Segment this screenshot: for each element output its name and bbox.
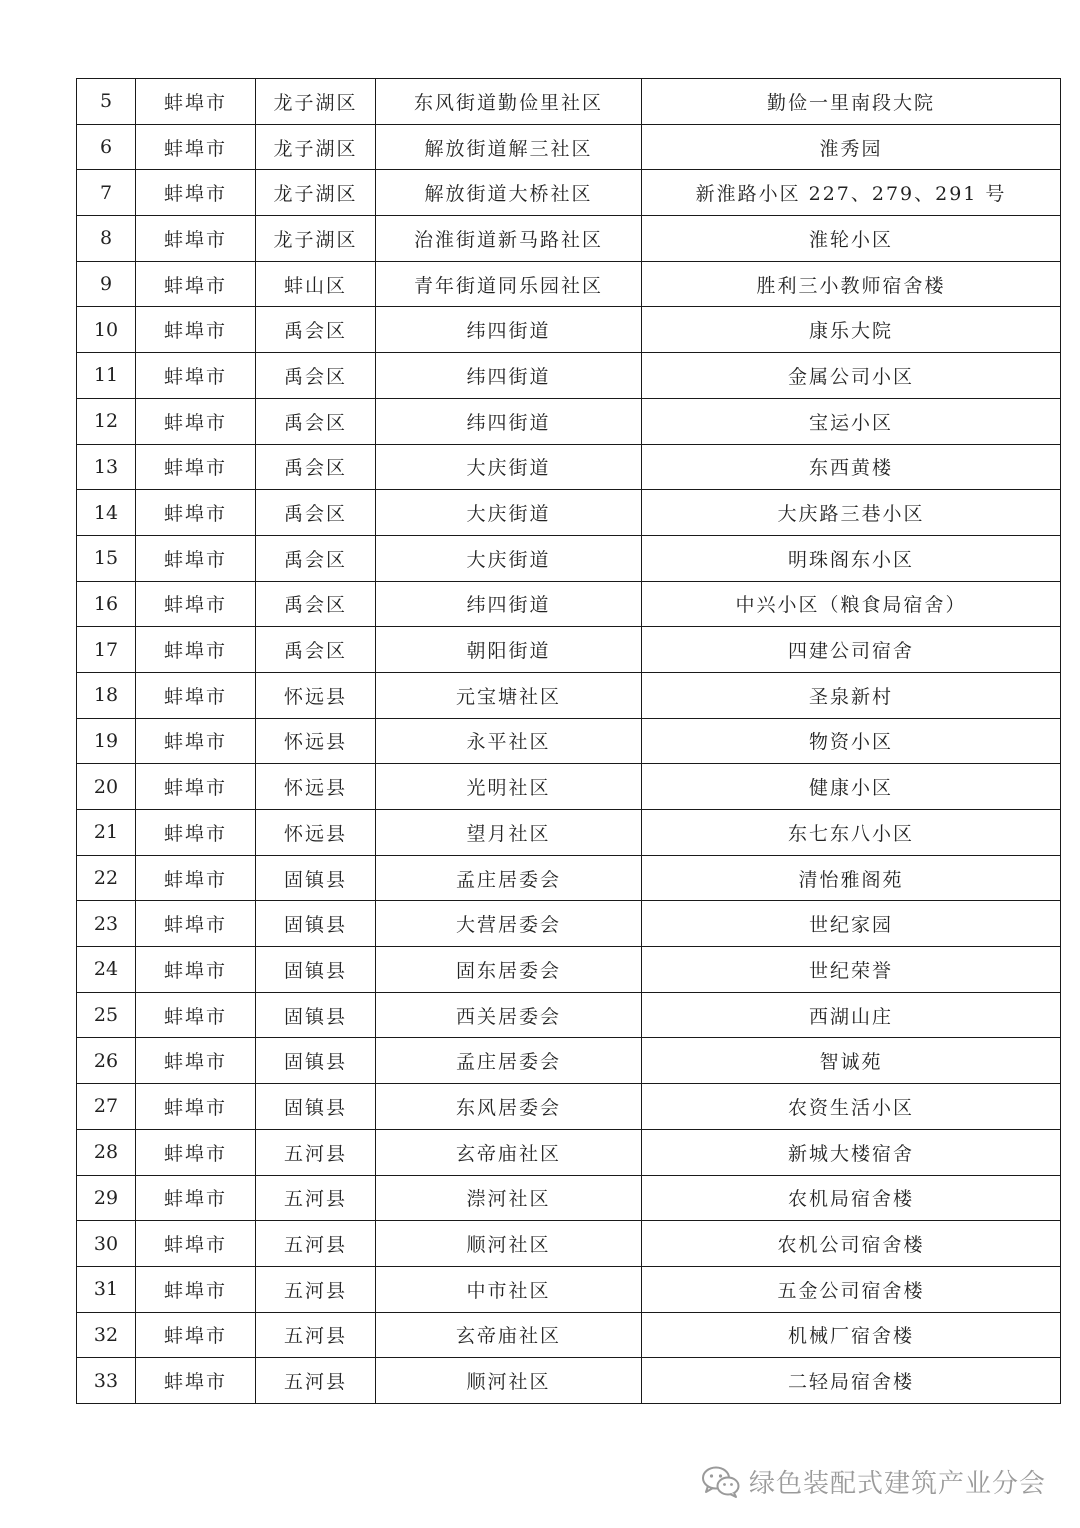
street-community-cell: 中市社区 xyxy=(376,1266,642,1312)
street-community-cell: 大庆街道 xyxy=(376,444,642,490)
row-number-cell: 19 xyxy=(77,718,136,764)
table-row xyxy=(77,490,1061,536)
city-cell: 蚌埠市 xyxy=(136,1358,256,1404)
row-number-cell: 22 xyxy=(77,855,136,901)
row-number-cell: 16 xyxy=(77,581,136,627)
residential-area-cell: 新城大楼宿舍 xyxy=(642,1129,1061,1175)
residential-area-cell: 西湖山庄 xyxy=(642,992,1061,1038)
street-community-cell: 元宝塘社区 xyxy=(376,672,642,718)
district-cell: 禹会区 xyxy=(256,535,376,581)
table-row xyxy=(77,535,1061,581)
residential-area-cell: 农机局宿舍楼 xyxy=(642,1175,1061,1221)
city-cell: 蚌埠市 xyxy=(136,1175,256,1221)
district-cell: 五河县 xyxy=(256,1312,376,1358)
table-row xyxy=(77,1312,1061,1358)
residential-area-cell: 世纪家园 xyxy=(642,901,1061,947)
table-row xyxy=(77,855,1061,901)
residential-area-cell: 智诚苑 xyxy=(642,1038,1061,1084)
row-number-cell: 27 xyxy=(77,1084,136,1130)
district-cell: 禹会区 xyxy=(256,490,376,536)
row-number-cell: 28 xyxy=(77,1129,136,1175)
residential-area-cell: 物资小区 xyxy=(642,718,1061,764)
district-cell: 五河县 xyxy=(256,1175,376,1221)
city-cell: 蚌埠市 xyxy=(136,810,256,856)
residential-area-cell: 二轻局宿舍楼 xyxy=(642,1358,1061,1404)
district-cell: 五河县 xyxy=(256,1358,376,1404)
row-number-cell: 9 xyxy=(77,261,136,307)
residential-area-cell: 健康小区 xyxy=(642,764,1061,810)
city-cell: 蚌埠市 xyxy=(136,1129,256,1175)
watermark-text: 绿色装配式建筑产业分会 xyxy=(748,1469,1046,1499)
city-cell: 蚌埠市 xyxy=(136,261,256,307)
residential-area-cell: 淮秀园 xyxy=(642,124,1061,170)
row-number-cell: 29 xyxy=(77,1175,136,1221)
district-cell: 禹会区 xyxy=(256,353,376,399)
street-community-cell: 永平社区 xyxy=(376,718,642,764)
street-community-cell: 顺河社区 xyxy=(376,1358,642,1404)
row-number-cell: 25 xyxy=(77,992,136,1038)
table-row xyxy=(77,1175,1061,1221)
street-community-cell: 顺河社区 xyxy=(376,1221,642,1267)
row-number-cell: 6 xyxy=(77,124,136,170)
table-row xyxy=(77,398,1061,444)
street-community-cell: 东风居委会 xyxy=(376,1084,642,1130)
table-row xyxy=(77,1084,1061,1130)
district-cell: 固镇县 xyxy=(256,1084,376,1130)
table-row xyxy=(77,672,1061,718)
residential-area-cell: 东七东八小区 xyxy=(642,810,1061,856)
row-number-cell: 23 xyxy=(77,901,136,947)
residential-area-cell: 五金公司宿舍楼 xyxy=(642,1266,1061,1312)
table-row xyxy=(77,216,1061,262)
table-row xyxy=(77,261,1061,307)
residential-area-cell: 世纪荣誉 xyxy=(642,947,1061,993)
street-community-cell: 青年街道同乐园社区 xyxy=(376,261,642,307)
street-community-cell: 望月社区 xyxy=(376,810,642,856)
district-cell: 龙子湖区 xyxy=(256,79,376,125)
row-number-cell: 13 xyxy=(77,444,136,490)
city-cell: 蚌埠市 xyxy=(136,353,256,399)
street-community-cell: 解放街道大桥社区 xyxy=(376,170,642,216)
table-row xyxy=(77,1266,1061,1312)
table-row xyxy=(77,1221,1061,1267)
city-cell: 蚌埠市 xyxy=(136,444,256,490)
residential-area-cell: 勤俭一里南段大院 xyxy=(642,79,1061,125)
table-row xyxy=(77,1038,1061,1084)
district-cell: 怀远县 xyxy=(256,672,376,718)
district-cell: 龙子湖区 xyxy=(256,170,376,216)
district-cell: 怀远县 xyxy=(256,810,376,856)
city-cell: 蚌埠市 xyxy=(136,947,256,993)
city-cell: 蚌埠市 xyxy=(136,1266,256,1312)
district-cell: 蚌山区 xyxy=(256,261,376,307)
residential-area-cell: 淮轮小区 xyxy=(642,216,1061,262)
table-row xyxy=(77,627,1061,673)
street-community-cell: 纬四街道 xyxy=(376,353,642,399)
district-cell: 五河县 xyxy=(256,1221,376,1267)
row-number-cell: 31 xyxy=(77,1266,136,1312)
row-number-cell: 32 xyxy=(77,1312,136,1358)
district-cell: 龙子湖区 xyxy=(256,124,376,170)
residential-area-cell: 胜利三小教师宿舍楼 xyxy=(642,261,1061,307)
street-community-cell: 大营居委会 xyxy=(376,901,642,947)
city-cell: 蚌埠市 xyxy=(136,535,256,581)
district-cell: 固镇县 xyxy=(256,947,376,993)
row-number-cell: 14 xyxy=(77,490,136,536)
district-cell: 固镇县 xyxy=(256,901,376,947)
city-cell: 蚌埠市 xyxy=(136,216,256,262)
residential-area-cell: 东西黄楼 xyxy=(642,444,1061,490)
street-community-cell: 玄帝庙社区 xyxy=(376,1312,642,1358)
row-number-cell: 18 xyxy=(77,672,136,718)
district-cell: 禹会区 xyxy=(256,398,376,444)
table-row xyxy=(77,581,1061,627)
row-number-cell: 17 xyxy=(77,627,136,673)
street-community-cell: 孟庄居委会 xyxy=(376,1038,642,1084)
row-number-cell: 5 xyxy=(77,79,136,125)
street-community-cell: 固东居委会 xyxy=(376,947,642,993)
district-cell: 禹会区 xyxy=(256,444,376,490)
city-cell: 蚌埠市 xyxy=(136,490,256,536)
table-row xyxy=(77,810,1061,856)
city-cell: 蚌埠市 xyxy=(136,124,256,170)
district-cell: 龙子湖区 xyxy=(256,216,376,262)
table-row xyxy=(77,764,1061,810)
table-body xyxy=(77,79,1061,1404)
street-community-cell: 大庆街道 xyxy=(376,535,642,581)
table-row xyxy=(77,718,1061,764)
residential-area-cell: 农机公司宿舍楼 xyxy=(642,1221,1061,1267)
street-community-cell: 大庆街道 xyxy=(376,490,642,536)
district-cell: 怀远县 xyxy=(256,764,376,810)
street-community-cell: 孟庄居委会 xyxy=(376,855,642,901)
city-cell: 蚌埠市 xyxy=(136,764,256,810)
city-cell: 蚌埠市 xyxy=(136,581,256,627)
row-number-cell: 7 xyxy=(77,170,136,216)
district-cell: 禹会区 xyxy=(256,627,376,673)
city-cell: 蚌埠市 xyxy=(136,1084,256,1130)
table-row xyxy=(77,79,1061,125)
city-cell: 蚌埠市 xyxy=(136,398,256,444)
street-community-cell: 朝阳街道 xyxy=(376,627,642,673)
row-number-cell: 11 xyxy=(77,353,136,399)
city-cell: 蚌埠市 xyxy=(136,79,256,125)
street-community-cell: 治淮街道新马路社区 xyxy=(376,216,642,262)
community-table xyxy=(76,78,1061,1404)
street-community-cell: 纬四街道 xyxy=(376,581,642,627)
row-number-cell: 8 xyxy=(77,216,136,262)
row-number-cell: 30 xyxy=(77,1221,136,1267)
residential-area-cell: 新淮路小区 227、279、291 号 xyxy=(642,170,1061,216)
residential-area-cell: 农资生活小区 xyxy=(642,1084,1061,1130)
residential-area-cell: 清怡雅阁苑 xyxy=(642,855,1061,901)
city-cell: 蚌埠市 xyxy=(136,1221,256,1267)
street-community-cell: 纬四街道 xyxy=(376,307,642,353)
row-number-cell: 26 xyxy=(77,1038,136,1084)
street-community-cell: 西关居委会 xyxy=(376,992,642,1038)
city-cell: 蚌埠市 xyxy=(136,627,256,673)
district-cell: 五河县 xyxy=(256,1129,376,1175)
table-row xyxy=(77,901,1061,947)
residential-area-cell: 金属公司小区 xyxy=(642,353,1061,399)
residential-area-cell: 机械厂宿舍楼 xyxy=(642,1312,1061,1358)
district-cell: 怀远县 xyxy=(256,718,376,764)
district-cell: 固镇县 xyxy=(256,1038,376,1084)
residential-area-cell: 四建公司宿舍 xyxy=(642,627,1061,673)
city-cell: 蚌埠市 xyxy=(136,718,256,764)
table-row xyxy=(77,1358,1061,1404)
city-cell: 蚌埠市 xyxy=(136,170,256,216)
table-row xyxy=(77,170,1061,216)
table-row xyxy=(77,947,1061,993)
table-row xyxy=(77,353,1061,399)
district-cell: 五河县 xyxy=(256,1266,376,1312)
street-community-cell: 漴河社区 xyxy=(376,1175,642,1221)
table-row xyxy=(77,444,1061,490)
district-cell: 禹会区 xyxy=(256,581,376,627)
row-number-cell: 12 xyxy=(77,398,136,444)
residential-area-cell: 明珠阁东小区 xyxy=(642,535,1061,581)
street-community-cell: 纬四街道 xyxy=(376,398,642,444)
row-number-cell: 20 xyxy=(77,764,136,810)
city-cell: 蚌埠市 xyxy=(136,992,256,1038)
row-number-cell: 10 xyxy=(77,307,136,353)
city-cell: 蚌埠市 xyxy=(136,1038,256,1084)
residential-area-cell: 中兴小区（粮食局宿舍） xyxy=(642,581,1061,627)
table-row xyxy=(77,307,1061,353)
residential-area-cell: 宝运小区 xyxy=(642,398,1061,444)
row-number-cell: 15 xyxy=(77,535,136,581)
residential-area-cell: 圣泉新村 xyxy=(642,672,1061,718)
residential-area-cell: 大庆路三巷小区 xyxy=(642,490,1061,536)
street-community-cell: 解放街道解三社区 xyxy=(376,124,642,170)
district-cell: 固镇县 xyxy=(256,855,376,901)
street-community-cell: 东风街道勤俭里社区 xyxy=(376,79,642,125)
street-community-cell: 光明社区 xyxy=(376,764,642,810)
city-cell: 蚌埠市 xyxy=(136,307,256,353)
district-cell: 禹会区 xyxy=(256,307,376,353)
city-cell: 蚌埠市 xyxy=(136,901,256,947)
table-row xyxy=(77,124,1061,170)
row-number-cell: 21 xyxy=(77,810,136,856)
city-cell: 蚌埠市 xyxy=(136,1312,256,1358)
wechat-icon xyxy=(701,1465,741,1499)
table-row xyxy=(77,1129,1061,1175)
district-cell: 固镇县 xyxy=(256,992,376,1038)
table-row xyxy=(77,992,1061,1038)
city-cell: 蚌埠市 xyxy=(136,672,256,718)
residential-area-cell: 康乐大院 xyxy=(642,307,1061,353)
row-number-cell: 33 xyxy=(77,1358,136,1404)
street-community-cell: 玄帝庙社区 xyxy=(376,1129,642,1175)
watermark xyxy=(701,1463,1046,1500)
row-number-cell: 24 xyxy=(77,947,136,993)
city-cell: 蚌埠市 xyxy=(136,855,256,901)
